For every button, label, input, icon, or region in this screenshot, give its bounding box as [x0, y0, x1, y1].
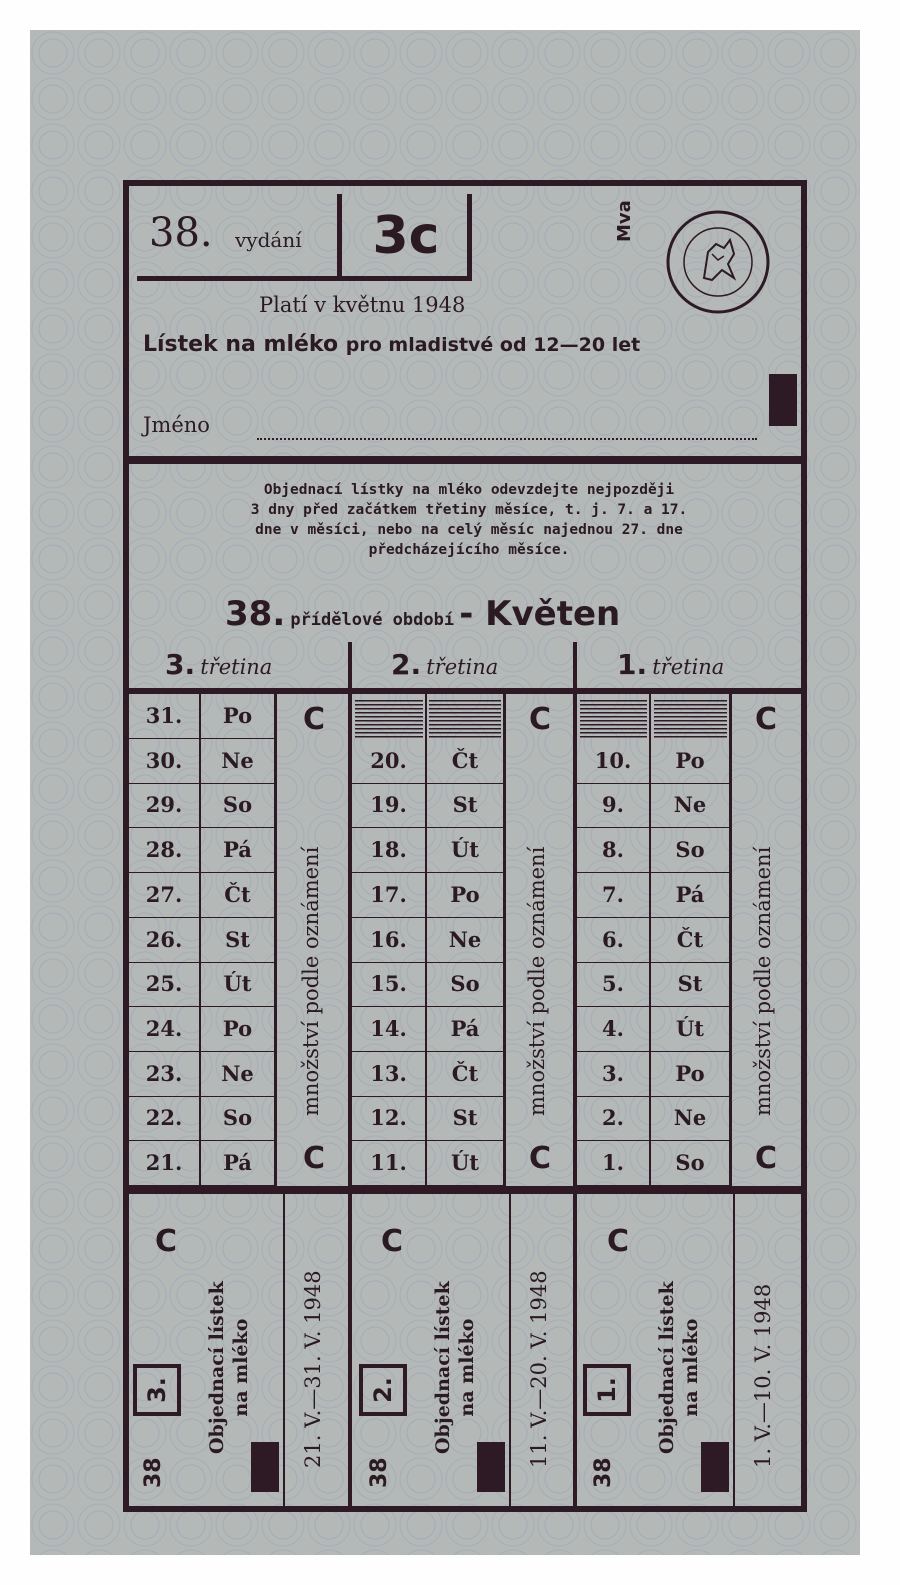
weekday: Po	[201, 694, 274, 739]
day-number: 11.	[352, 1141, 425, 1186]
edge-tab	[769, 374, 797, 426]
third-number: 1.	[617, 648, 648, 681]
weekday: Út	[201, 962, 274, 1007]
day-number: 9.	[577, 783, 649, 828]
coupon-edition: 38	[367, 1457, 392, 1488]
coupon-dates: 21. V.—31. V. 1948	[301, 1270, 325, 1468]
day-number: 14.	[352, 1007, 425, 1052]
day-number: 10.	[577, 739, 649, 784]
weekday: Po	[427, 873, 503, 918]
third-word: třetina	[200, 655, 273, 679]
grid-line	[503, 694, 506, 1186]
coupon-dates: 11. V.—20. V. 1948	[527, 1270, 551, 1468]
hatched-cell	[580, 700, 647, 740]
coupon-divider	[348, 1194, 352, 1506]
weekday: Pá	[427, 1007, 503, 1052]
period-month: - Květen	[459, 594, 621, 634]
day-number: 23.	[129, 1052, 199, 1097]
amount-text: množství podle oznámení	[299, 846, 323, 1116]
day-number: 16.	[352, 918, 425, 963]
third-header-3	[165, 648, 272, 688]
divider-coupons	[129, 1186, 801, 1194]
allocation-period	[225, 594, 620, 634]
third-number: 2.	[391, 648, 422, 681]
day-number: 4.	[577, 1007, 649, 1052]
third-header-1	[617, 648, 724, 688]
edition-number: 38.	[149, 210, 213, 256]
c-mark: C	[303, 702, 326, 737]
coupon-divider	[573, 1194, 577, 1506]
period-word: přídělové období	[290, 610, 455, 630]
coupon-c-mark: C	[381, 1224, 404, 1259]
day-number: 13.	[352, 1052, 425, 1097]
c-mark: C	[755, 1141, 778, 1176]
coupon-title	[431, 1281, 479, 1454]
weekday: So	[201, 1096, 274, 1141]
coupon-title-line: Objednací lístek	[656, 1281, 678, 1454]
weekday: Út	[427, 828, 503, 873]
instruction-line: předcházejícího měsíce.	[368, 542, 570, 558]
day-number: 3.	[577, 1052, 649, 1097]
coupon-edition: 38	[591, 1457, 616, 1488]
weekday: Pá	[651, 873, 729, 918]
weekday: St	[427, 783, 503, 828]
period-number: 38.	[225, 594, 286, 634]
weekday: Čt	[651, 918, 729, 963]
c-mark: C	[529, 702, 552, 737]
weekday: Ne	[427, 918, 503, 963]
weekday: Pá	[201, 1141, 274, 1186]
instruction-line: 3 dny před začátkem třetiny měsíce, t. j. 7. a 17.	[250, 502, 688, 518]
weekday: So	[651, 1141, 729, 1186]
coupon-number-box: 2.	[359, 1364, 407, 1416]
name-field	[257, 438, 757, 440]
card-title-sub: pro mladistvé od 12—20 let	[345, 334, 641, 356]
weekday: Út	[427, 1141, 503, 1186]
coupon-title-line: na mléko	[230, 1318, 252, 1417]
coupon-title-line: Objednací lístek	[432, 1281, 454, 1454]
weekday: Ne	[651, 783, 729, 828]
day-number: 24.	[129, 1007, 199, 1052]
weekday: Ne	[651, 1096, 729, 1141]
day-number: 8.	[577, 828, 649, 873]
coupon-line	[733, 1194, 735, 1506]
coupon-line	[283, 1194, 285, 1506]
c-mark: C	[529, 1141, 552, 1176]
coupon-black-tab	[477, 1442, 505, 1492]
amount-text: množství podle oznámení	[751, 846, 775, 1116]
day-number: 30.	[129, 739, 199, 784]
day-number: 21.	[129, 1141, 199, 1186]
hatched-cell	[429, 700, 501, 740]
weekday: Po	[651, 739, 729, 784]
instructions	[169, 480, 769, 560]
amount-text: množství podle oznámení	[525, 846, 549, 1116]
weekday: Po	[201, 1007, 274, 1052]
grid-line	[729, 694, 732, 1186]
ministry-stamp-icon	[664, 208, 772, 316]
hatched-cell	[355, 700, 423, 740]
weekday: Čt	[201, 873, 274, 918]
header-divider	[348, 642, 352, 688]
header-divider	[573, 642, 577, 688]
day-number: 25.	[129, 962, 199, 1007]
issuer-mark: Mva	[614, 200, 635, 242]
coupon-edition: 38	[141, 1457, 166, 1488]
day-number: 5.	[577, 962, 649, 1007]
hatched-cell	[654, 700, 727, 740]
day-number: 31.	[129, 694, 199, 739]
day-number: 12.	[352, 1096, 425, 1141]
day-number: 28.	[129, 828, 199, 873]
c-mark: C	[755, 702, 778, 737]
day-number: 22.	[129, 1096, 199, 1141]
coupon-number-box: 1.	[583, 1364, 631, 1416]
card-title-main: Lístek na mléko	[143, 332, 339, 357]
coupon-title-line: na mléko	[680, 1318, 702, 1417]
weekday: So	[427, 962, 503, 1007]
day-number: 2.	[577, 1096, 649, 1141]
coupon-title	[655, 1281, 703, 1454]
instruction-line: dne v měsíci, nebo na celý měsíc najednou 27. dne	[255, 522, 683, 538]
instruction-line: Objednací lístky na mléko odevzdejte nejpozději	[263, 482, 675, 498]
weekday: St	[651, 962, 729, 1007]
day-number: 20.	[352, 739, 425, 784]
day-number: 29.	[129, 783, 199, 828]
grid-line	[274, 694, 277, 1186]
ration-card	[30, 30, 860, 1555]
validity-text: Platí v květnu 1948	[259, 293, 466, 317]
coupon-c-mark: C	[607, 1224, 630, 1259]
weekday: Út	[651, 1007, 729, 1052]
coupon-black-tab	[251, 1442, 279, 1492]
weekday: Čt	[427, 739, 503, 784]
third-word: třetina	[426, 655, 499, 679]
weekday: So	[651, 828, 729, 873]
day-number: 19.	[352, 783, 425, 828]
day-number: 26.	[129, 918, 199, 963]
weekday: So	[201, 783, 274, 828]
coupon-black-tab	[701, 1442, 729, 1492]
name-label: Jméno	[143, 413, 210, 437]
coupon-dates: 1. V.—10. V. 1948	[751, 1283, 775, 1468]
coupon-number-box: 3.	[133, 1364, 181, 1416]
weekday: Ne	[201, 1052, 274, 1097]
edition-box	[137, 194, 472, 281]
card-code: 3c	[337, 194, 470, 276]
weekday: Pá	[201, 828, 274, 873]
day-number: 18.	[352, 828, 425, 873]
day-number: 7.	[577, 873, 649, 918]
coupon-title-line: Objednací lístek	[206, 1281, 228, 1454]
day-number: 17.	[352, 873, 425, 918]
day-number: 27.	[129, 873, 199, 918]
day-number: 6.	[577, 918, 649, 963]
weekday: Ne	[201, 739, 274, 784]
card-frame	[123, 180, 807, 1512]
weekday: St	[427, 1096, 503, 1141]
day-number: 15.	[352, 962, 425, 1007]
c-mark: C	[303, 1141, 326, 1176]
weekday: Čt	[427, 1052, 503, 1097]
coupon-title	[205, 1281, 253, 1454]
third-word: třetina	[652, 655, 725, 679]
third-number: 3.	[165, 648, 196, 681]
card-title	[143, 332, 640, 357]
day-number: 1.	[577, 1141, 649, 1186]
coupon-line	[509, 1194, 511, 1506]
edition-word: vydání	[235, 228, 302, 252]
divider-top	[129, 456, 801, 464]
third-header-2	[391, 648, 498, 688]
coupon-c-mark: C	[155, 1224, 178, 1259]
coupon-title-line: na mléko	[456, 1318, 478, 1417]
weekday: Po	[651, 1052, 729, 1097]
weekday: St	[201, 918, 274, 963]
